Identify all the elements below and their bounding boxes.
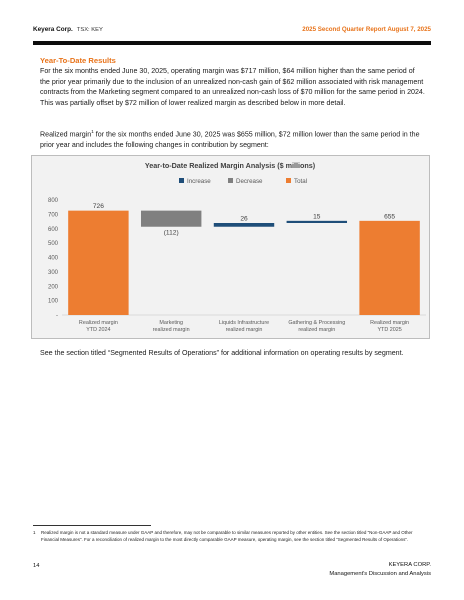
- company-name: Keyera Corp. TSX: KEY: [33, 26, 103, 33]
- realized-margin-chart: [31, 155, 430, 339]
- paragraph-operating-margin: For the six months ended June 30, 2025, operating margin was $717 million, $64 million higher than the same period of the prior year primarily due to the inclusion of an unrealized non-cash gain of $62 million associated with risk management contracts from the Marketing segment compared to an unrealized non-cash loss of $70 million for the same period in 2024. This was partially offset by $72 million of lower realized margin as described below in more detail.: [40, 67, 425, 107]
- y-tick-label: 400: [47, 255, 58, 262]
- x-tick-label-4: Gathering & Processing: [288, 320, 346, 326]
- legend-label-decrease: Decrease: [236, 178, 263, 185]
- footer-company: KEYERA CORP.: [388, 562, 431, 568]
- footer: [329, 561, 431, 579]
- x-tick-label-2: Marketing: [159, 320, 184, 326]
- data-label-2: (112): [163, 229, 179, 237]
- footer-section: Management's Discussion and Analysis: [329, 571, 431, 577]
- y-tick-label: 800: [47, 198, 58, 204]
- data-label-3: 26: [240, 215, 248, 223]
- footnote-rule: [33, 525, 151, 526]
- y-tick-label: 200: [47, 284, 58, 291]
- y-tick-label: 600: [47, 226, 58, 233]
- page-header: [33, 26, 431, 38]
- bar-2: [141, 211, 201, 227]
- bar-1: [68, 211, 128, 315]
- legend-label-increase: Increase: [187, 178, 211, 185]
- bar-5: [359, 221, 419, 315]
- x-tick-label-1: YTD 2024: [86, 327, 111, 333]
- y-tick-label: -: [56, 313, 58, 319]
- y-tick-label: 500: [47, 241, 58, 248]
- x-tick-label-3: realized margin: [225, 327, 263, 333]
- footnote-text: Realized margin is not a standard measure under GAAP and therefore, may not be comparable to similar measures reported by other entities. See the section titled “Non-GAAP and Other Financial Measures”. For a reconciliation of realized margin to the most directly comparable GAAP measure, operating margin, see the section titled “Segmented Results of Operations”.: [41, 530, 413, 543]
- paragraph-see-section: See the section titled “Segmented Results of Operations” for additional information on operating results by segment.: [40, 349, 404, 357]
- data-label-1: 726: [92, 203, 104, 211]
- footnote-number: 1: [33, 530, 36, 535]
- y-tick-label: 100: [47, 298, 58, 305]
- legend-swatch-increase: [179, 178, 184, 183]
- legend-swatch-decrease: [228, 178, 233, 183]
- report-title: 2025 Second Quarter Report August 7, 2025: [302, 26, 431, 33]
- legend-swatch-total: [286, 178, 291, 183]
- x-tick-label-2: realized margin: [152, 327, 190, 333]
- legend-label-total: Total: [294, 178, 308, 185]
- chart-canvas: [32, 156, 429, 338]
- footnote-ref[interactable]: 1: [91, 129, 94, 134]
- x-tick-label-1: Realized margin: [78, 320, 118, 326]
- paragraph-realized-margin: Realized margin$^1$ for the six months ended June 30, 2025 was $655 million, $72 million lower than the same period in the prior year and includes the following changes in contribution by segment:: [40, 129, 420, 149]
- page-number: 14: [33, 563, 40, 569]
- bar-4: [287, 221, 347, 223]
- ticker-symbol: TSX: KEY: [76, 27, 103, 33]
- x-tick-label-4: realized margin: [298, 327, 336, 333]
- data-label-5: 655: [384, 213, 396, 221]
- data-label-4: 15: [313, 213, 321, 221]
- x-tick-label-5: YTD 2025: [377, 327, 402, 333]
- section-title: Year-To-Date Results: [40, 56, 116, 65]
- y-tick-label: 300: [47, 269, 58, 276]
- x-tick-label-5: Realized margin: [370, 320, 410, 326]
- x-tick-label-3: Liquids Infrastructure: [218, 320, 270, 326]
- bar-3: [214, 223, 274, 227]
- header-rule: [33, 41, 431, 45]
- chart-title: Year-to-Date Realized Margin Analysis ($ millions): [144, 161, 316, 170]
- y-tick-label: 700: [47, 212, 58, 219]
